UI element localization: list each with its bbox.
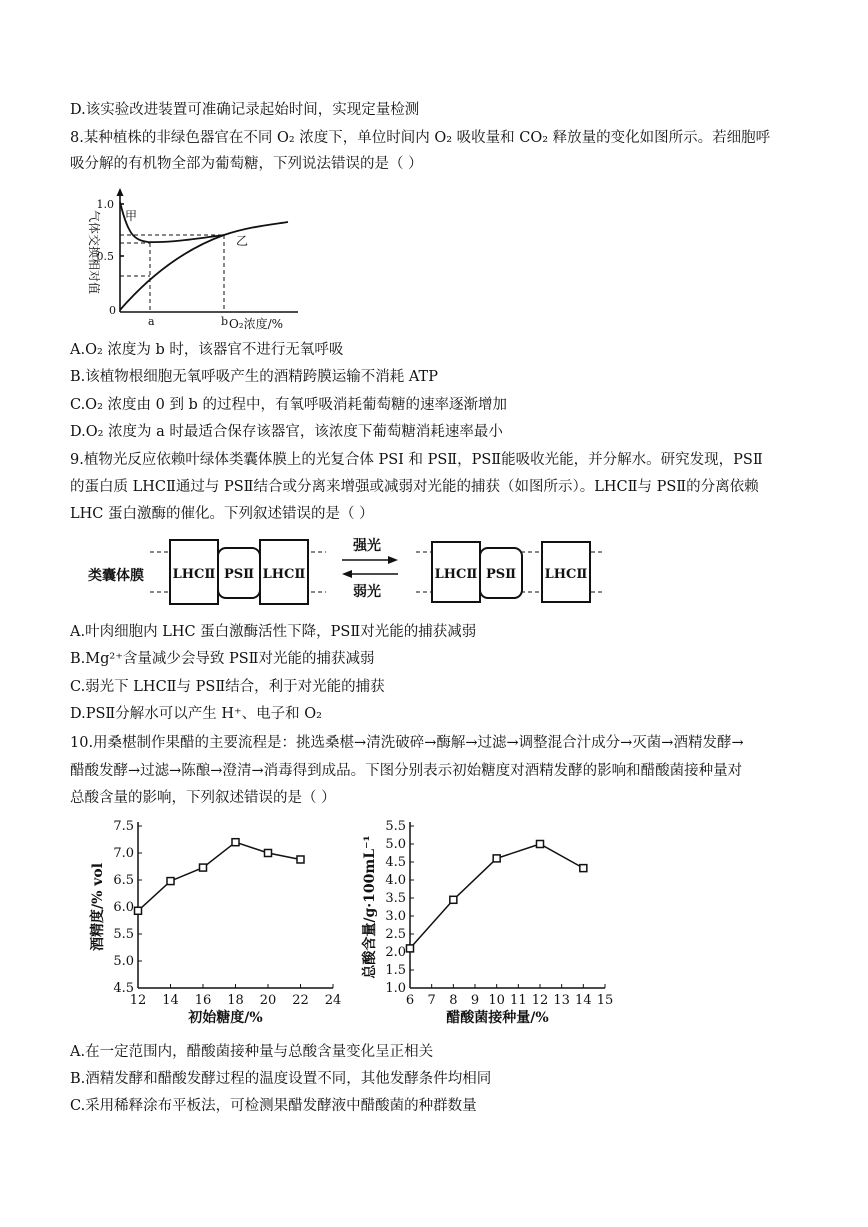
- sugar-chart-ytick-label: 7.5: [113, 819, 134, 834]
- sugar-chart-ytick-label: 6.0: [113, 900, 134, 915]
- lhc-label-left-2: LHCⅡ: [262, 567, 306, 582]
- acid-chart-xtick-label: 15: [596, 993, 614, 1008]
- sugar-chart-ytick-label: 6.5: [113, 873, 134, 888]
- sugar-chart-ytick-label: 4.5: [113, 981, 134, 996]
- sugar-chart-data-point: [297, 856, 304, 863]
- ps-label-right: PSⅡ: [485, 567, 517, 582]
- q9-stem-line-2: 的蛋白质 LHCⅡ通过与 PSⅡ结合或分离来增强或减弱对光能的捕获（如图所示）。LHCⅡ与 PSⅡ的分离依赖: [70, 479, 759, 495]
- acid-chart-xtick-label: 11: [510, 993, 527, 1008]
- q9-option-d: D.PSⅡ分解水可以产生 H⁺、电子和 O₂: [70, 706, 322, 722]
- q10-stem-line-3: 总酸含量的影响，下列叙述错误的是（ ）: [70, 790, 336, 806]
- acid-chart-ytick-label: 2.0: [385, 945, 406, 960]
- acid-chart-ytick-label: 4.5: [385, 855, 406, 870]
- q10-stem-line-1: 10.用桑椹制作果醋的主要流程是：挑选桑椹→清洗破碎→酶解→过滤→调整混合汁成分→灭菌→酒精发酵→: [70, 735, 744, 751]
- q9-figure: [86, 530, 616, 615]
- sugar-chart-ytick-label: 5.5: [113, 927, 134, 942]
- q9-option-b: B.Mg²⁺含量减少会导致 PSⅡ对光能的捕获减弱: [70, 651, 375, 667]
- acid-chart-data-point: [493, 855, 500, 862]
- sugar-chart-xtick-label: 20: [259, 993, 277, 1008]
- sugar-chart-series-line: [138, 842, 301, 911]
- acid-chart-ytick-label: 2.5: [385, 927, 406, 942]
- q8-xtick-a: a: [148, 315, 155, 328]
- q10-chart-sugar: [88, 814, 348, 1034]
- acid-chart-ytick-label: 3.0: [385, 909, 406, 924]
- q10-option-b: B.酒精发酵和醋酸发酵过程的温度设置不同，其他发酵条件均相同: [70, 1071, 492, 1087]
- sugar-chart-data-point: [167, 878, 174, 885]
- sugar-chart-xtick-label: 24: [324, 993, 342, 1008]
- sugar-chart-xtick-label: 14: [162, 993, 179, 1008]
- q9-option-c: C.弱光下 LHCⅡ与 PSⅡ结合，利于对光能的捕获: [70, 679, 385, 695]
- sugar-chart-xtick-label: 18: [227, 993, 244, 1008]
- q8-option-d: D.O₂ 浓度为 a 时最适合保存该器官，该浓度下葡萄糖消耗速率最小: [70, 424, 503, 440]
- q8-option-b: B.该植物根细胞无氧呼吸产生的酒精跨膜运输不消耗 ATP: [70, 369, 438, 385]
- q8-ylabel: 气体交换相对值: [87, 209, 101, 295]
- q10-option-c: C.采用稀释涂布平板法，可检测果醋发酵液中醋酸菌的种群数量: [70, 1098, 477, 1114]
- acid-chart-ylabel: 总酸含量/g·100mL⁻¹: [362, 835, 378, 979]
- acid-chart-ytick-label: 5.5: [385, 819, 406, 834]
- sugar-chart-xtick-label: 16: [194, 993, 212, 1008]
- q8-label-yi: 乙: [236, 234, 249, 248]
- q8-ytick-1: 1.0: [96, 198, 114, 211]
- sugar-chart-ylabel: 酒精度/% vol: [90, 862, 106, 952]
- lhc-label-right-2: LHCⅡ: [544, 567, 588, 582]
- acid-chart-xtick-label: 6: [405, 993, 415, 1008]
- weak-light-label: 弱光: [353, 584, 381, 600]
- q8-ytick-0: 0: [109, 304, 116, 317]
- acid-chart-data-point: [580, 865, 587, 872]
- sugar-chart-ytick-label: 5.0: [113, 954, 134, 969]
- q9-stem-line-3: LHC 蛋白激酶的催化。下列叙述错误的是（ ）: [70, 506, 374, 522]
- lhc-label-left-1: LHCⅡ: [172, 567, 216, 582]
- sugar-chart-xlabel: 初始糖度/%: [188, 1010, 263, 1026]
- lhc-label-right-1: LHCⅡ: [434, 567, 478, 582]
- acid-chart-xtick-label: 10: [488, 993, 505, 1008]
- q8-option-c: C.O₂ 浓度由 0 到 b 的过程中，有氧呼吸消耗葡萄糖的速率逐渐增加: [70, 397, 507, 413]
- q8-xlabel: O₂浓度/%: [228, 317, 284, 331]
- acid-chart-ytick-label: 3.5: [385, 891, 406, 906]
- acid-chart-data-point: [407, 945, 414, 952]
- q10-chart-acid: [360, 814, 620, 1034]
- q8-ytick-05: 0.5: [96, 250, 114, 263]
- acid-chart-data-point: [537, 841, 544, 848]
- q9-option-a: A.叶肉细胞内 LHC 蛋白激酶活性下降，PSⅡ对光能的捕获减弱: [70, 624, 477, 640]
- acid-chart-ytick-label: 1.0: [385, 981, 406, 996]
- acid-chart-ytick-label: 5.0: [385, 837, 406, 852]
- sugar-chart-data-point: [200, 864, 207, 871]
- membrane-label: 类囊体膜: [88, 568, 144, 584]
- q8-stem-line-1: 8.某种植株的非绿色器官在不同 O₂ 浓度下，单位时间内 O₂ 吸收量和 CO₂ 释放量的变化如图所示。若细胞呼: [70, 130, 771, 146]
- ps-label-left: PSⅡ: [223, 567, 255, 582]
- q8-label-jia: 甲: [125, 209, 138, 223]
- q8-option-a: A.O₂ 浓度为 b 时，该器官不进行无氧呼吸: [70, 342, 344, 358]
- sugar-chart-data-point: [265, 850, 272, 857]
- acid-chart-ytick-label: 1.5: [385, 963, 406, 978]
- acid-chart-xtick-label: 7: [427, 993, 436, 1008]
- acid-chart-xtick-label: 14: [575, 993, 592, 1008]
- acid-chart-xtick-label: 13: [553, 993, 570, 1008]
- sugar-chart-xtick-label: 22: [292, 993, 309, 1008]
- q9-stem-line-1: 9.植物光反应依赖叶绿体类囊体膜上的光复合体 PSI 和 PSⅡ，PSⅡ能吸收光能，并分解水。研究发现，PSⅡ: [70, 452, 763, 468]
- q8-xtick-b: b: [221, 315, 229, 328]
- q8-figure: [78, 180, 318, 332]
- q8-stem-line-2: 吸分解的有机物全部为葡萄糖，下列说法错误的是（ ）: [70, 156, 423, 172]
- acid-chart-xtick-label: 9: [470, 993, 480, 1008]
- acid-chart-xtick-label: 8: [449, 993, 458, 1008]
- acid-chart-xlabel: 醋酸菌接种量/%: [446, 1010, 549, 1026]
- strong-light-label: 强光: [353, 538, 381, 554]
- q10-stem-line-2: 醋酸发酵→过滤→陈酿→澄清→消毒得到成品。下图分别表示初始糖度对酒精发酵的影响和醋酸菌接种量对: [70, 763, 743, 779]
- sugar-chart-ytick-label: 7.0: [113, 846, 134, 861]
- sugar-chart-data-point: [232, 839, 239, 846]
- q10-option-a: A.在一定范围内，醋酸菌接种量与总酸含量变化呈正相关: [70, 1044, 434, 1060]
- acid-chart-ytick-label: 4.0: [385, 873, 406, 888]
- sugar-chart-data-point: [135, 907, 142, 914]
- sugar-chart-xtick-label: 12: [129, 993, 147, 1008]
- q7-option-d: D.该实验改进装置可准确记录起始时间，实现定量检测: [70, 102, 420, 118]
- acid-chart-data-point: [450, 896, 457, 903]
- acid-chart-xtick-label: 12: [531, 993, 549, 1008]
